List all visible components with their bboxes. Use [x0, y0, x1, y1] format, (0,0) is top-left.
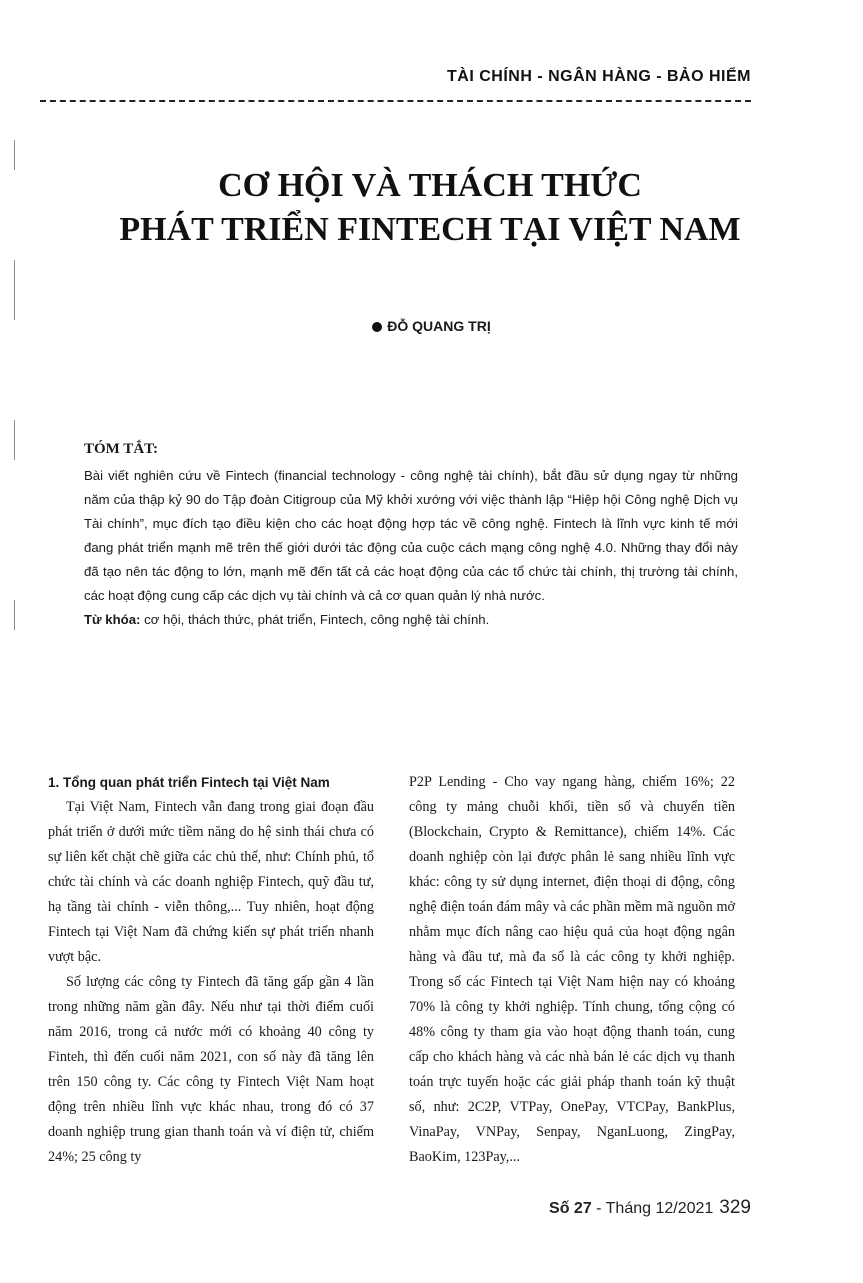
- issue-number: Số 27: [549, 1200, 592, 1217]
- margin-mark: [14, 260, 15, 320]
- keywords: [84, 608, 738, 632]
- section-label: TÀI CHÍNH - NGÂN HÀNG - BẢO HIỂM: [447, 68, 751, 85]
- title-line-1: CƠ HỘI VÀ THÁCH THỨC: [218, 167, 642, 204]
- bullet-icon: [372, 322, 382, 332]
- abstract-body: Bài viết nghiên cứu về Fintech (financial technology - công nghệ tài chính), bắt đầu sử dụng ngay từ những năm của thập kỷ 90 do Tập đoàn Citigroup của Mỹ khởi xướng với việc thành lập “Hiệp hội Công nghệ Dịch vụ Tài chính”, mục đích tạo điều kiện cho các hoạt động hợp tác về công nghệ. Fintech là lĩnh vực kinh tế mới đang phát triển mạnh mẽ trên thế giới dưới tác động của cuộc cách mạng công nghệ 4.0. Những thay đổi này đã tạo nên tác động to lớn, mạnh mẽ đến tất cả các hoạt động của các tổ chức tài chính, thị trường tài chính, các hoạt động cung cấp các dịch vụ tài chính và cả cơ quan quản lý nhà nước.: [84, 468, 738, 603]
- paragraph: Tại Việt Nam, Fintech vẫn đang trong giai đoạn đầu phát triển ở dưới mức tiềm năng do hệ sinh thái chưa có sự liên kết chặt chẽ giữa các chủ thể, như: Chính phủ, tổ chức tài chính và các doanh nghiệp Fintech, quỹ đầu tư, hạ tầng tài chính - viễn thông,... Tuy nhiên, hoạt động Fintech tại Việt Nam đã chứng kiến sự phát triển nhanh vượt bậc.: [48, 799, 374, 965]
- title-line-2: PHÁT TRIỂN FINTECH TẠI VIỆT NAM: [119, 211, 741, 248]
- margin-mark: [14, 600, 15, 630]
- paragraph: P2P Lending - Cho vay ngang hàng, chiếm 16%; 22 công ty mảng chuỗi khối, tiền số và chuyển tiền (Blockchain, Crypto & Remittance), chiếm 14%. Các doanh nghiệp còn lại được phân lẻ sang nhiều lĩnh vực khác: công ty sử dụng internet, điện thoại di động, công nghệ điện toán đám mây và các phần mềm mã nguồn mở nhằm mục đích nâng cao hiệu quả của hoạt động ngân hàng và đầu tư, mà đa số là các công ty khởi nghiệp. Trong số các Fintech tại Việt Nam hiện nay có khoảng 70% là công ty khởi nghiệp. Tính chung, tổng cộng có 48% công ty tham gia vào hoạt động thanh toán, cung cấp cho khách hàng và các nhà bán lẻ các dịch vụ thanh toán trực tuyến hoặc các giải pháp thanh toán kỹ thuật số, như: 2C2P, VTPay, OnePay, VTCPay, BankPlus, VinaPay, VNPay, Senpay, NganLuong, ZingPay, BaoKim, 123Pay,...: [409, 774, 735, 1165]
- section-heading: 1. Tổng quan phát triển Fintech tại Việt Nam: [48, 775, 330, 790]
- keywords-label: Từ khóa:: [84, 612, 141, 627]
- issue-date: - Tháng 12/2021: [591, 1200, 714, 1217]
- page-footer: [549, 1197, 751, 1219]
- margin-mark: [14, 140, 15, 170]
- article-title: [60, 164, 800, 252]
- author-name: ĐỖ QUANG TRỊ: [387, 318, 491, 334]
- column-left: [48, 770, 374, 1170]
- keywords-list: cơ hội, thách thức, phát triển, Fintech, công nghệ tài chính.: [140, 612, 490, 627]
- header-rule: [40, 100, 751, 102]
- abstract: [84, 438, 738, 632]
- abstract-heading: TÓM TẮT:: [84, 441, 159, 457]
- paragraph: Số lượng các công ty Fintech đã tăng gấp gần 4 lần trong những năm gần đây. Nếu như tại thời điểm cuối năm 2016, trong cả nước mới có khoảng 40 công ty Finteh, thì đến cuối năm 2021, con số này đã tăng lên trên 150 công ty. Các công ty Fintech Việt Nam hoạt động trên nhiều lĩnh vực khác nhau, trong đó có 37 doanh nghiệp trung gian thanh toán và ví điện tử, chiếm 24%; 25 công ty: [48, 974, 374, 1165]
- margin-mark: [14, 420, 15, 460]
- page-number: 329: [719, 1197, 751, 1218]
- author-line: [0, 318, 863, 334]
- column-right: [409, 770, 735, 1170]
